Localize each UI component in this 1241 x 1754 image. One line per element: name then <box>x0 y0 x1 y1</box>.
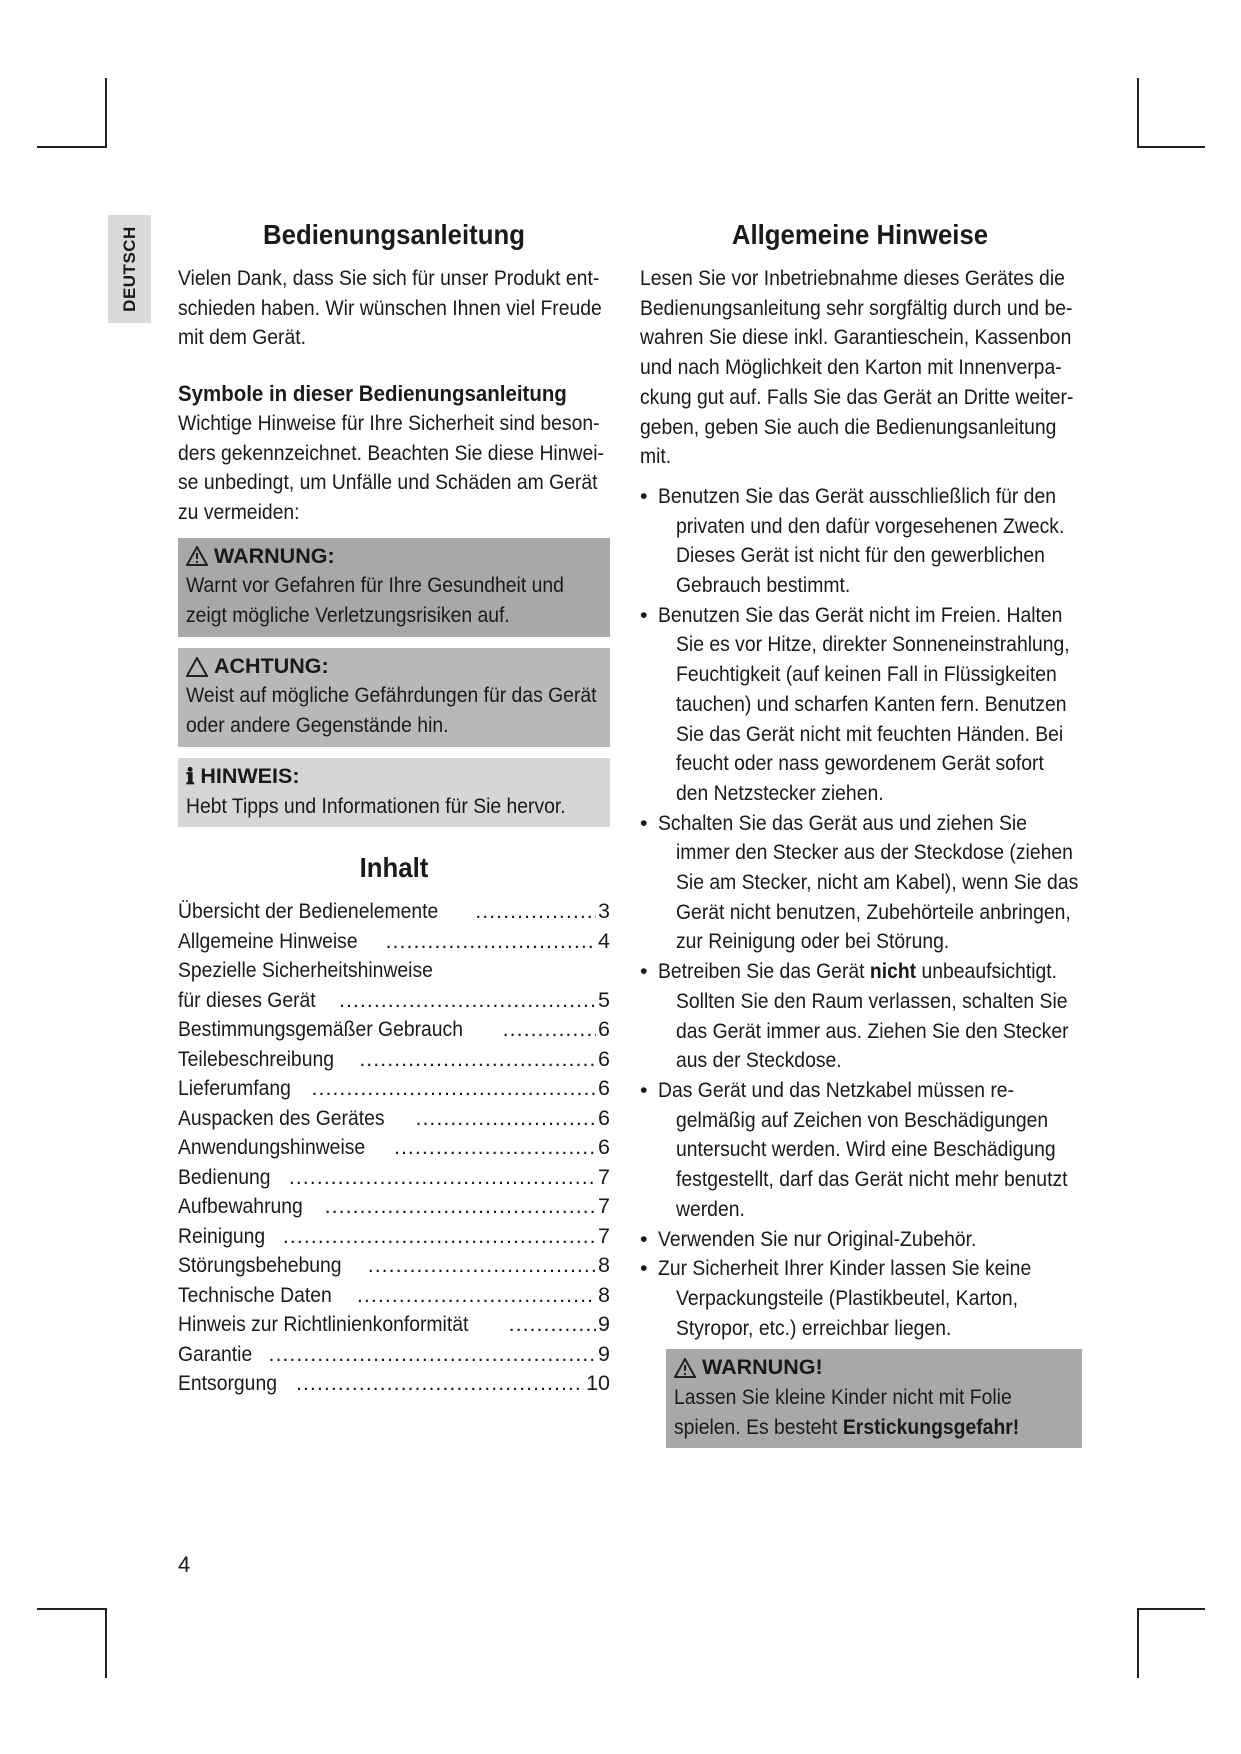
toc-entry: Reinigung ..... 7 <box>178 1222 610 1252</box>
crop-mark-tr-v <box>1137 78 1139 148</box>
hinweis-box: ℹ HINWEIS: Hebt Tipps und Informationen für Sie hervor. <box>178 758 610 827</box>
achtung-box: ACHTUNG: Weist auf mögliche Gefährdungen für das Gerät oder andere Gegenstände hin. <box>178 648 610 747</box>
general-notes-title: Allgemeine Hinweise <box>731 219 989 250</box>
crop-mark-tl-v <box>105 78 107 148</box>
toc-entry: Allgemeine Hinweise ..... 4 <box>178 927 610 957</box>
general-intro: Lesen Sie vor Inbetriebnahme dieses Gerätes die Bedienungsanleitung sehr sorgfältig durch und be- wahren Sie diese inkl. Garantieschein, Kassenbon und nach Möglichkeit den Karton mit Innenverpa- ckung gut auf. Falls Sie das Gerät an Dritte weiter- geben, geben Sie auch die Bedienungsanleitung mit. <box>640 266 1074 469</box>
symbols-text: Wichtige Hinweise für Ihre Sicherheit sind beson- ders gekennzeichnet. Beachten Sie diese Hinwei- se unbedingt, um Unfälle und Schäden am Gerät zu vermeiden: <box>178 410 604 524</box>
right-column <box>640 212 1080 1459</box>
manual-title: Bedienungsanleitung <box>263 219 525 250</box>
crop-mark-br-h <box>1137 1608 1205 1610</box>
safety-bullet-item: • Verwenden Sie nur Original-Zubehör. <box>640 1225 1080 1255</box>
toc-entry: Aufbewahrung ..... 7 <box>178 1192 610 1222</box>
safety-bullet-item: • Benutzen Sie das Gerät ausschließlich für den privaten und den dafür vorgesehenen Zweck. Dieses Gerät ist nicht für den gewerblichen Gebrauch bestimmt. <box>640 482 1080 601</box>
hinweis-title: HINWEIS: <box>200 763 300 788</box>
crop-mark-tr-h <box>1137 146 1205 148</box>
safety-bullet-item: • Schalten Sie das Gerät aus und ziehen Sie immer den Stecker aus der Steckdose (ziehen Sie am Stecker, nicht am Kabel), wenn Sie das Gerät nicht benutzen, Zubehörteile anbringen, zur Reinigung oder bei Störung. <box>640 809 1080 958</box>
safety-bullet-item: • Zur Sicherheit Ihrer Kinder lassen Sie keine Verpackungsteile (Plastikbeutel, Karton, Styropor, etc.) erreichbar liegen. <box>640 1254 1080 1343</box>
warning-triangle-icon <box>674 1358 696 1378</box>
toc-entry: Bestimmungsgemäßer Gebrauch ..... 6 <box>178 1015 610 1045</box>
toc-entry: Auspacken des Gerätes ..... 6 <box>178 1104 610 1134</box>
toc-entry: für dieses Gerät ..... 5 <box>178 986 610 1016</box>
toc-entry: Anwendungshinweise ..... 6 <box>178 1133 610 1163</box>
safety-bullet-list <box>640 482 1080 1343</box>
toc-entry: Teilebeschreibung ..... 6 <box>178 1045 610 1075</box>
safety-bullet-item: • Benutzen Sie das Gerät nicht im Freien. Halten Sie es vor Hitze, direkter Sonneneinstrahlung, Feuchtigkeit (auf keinen Fall in Flüssigkeiten tauchen) und scharfen Kanten fern. Benutzen Sie das Gerät nicht mit feuchten Händen. Bei feucht oder nass gewordenem Gerät sofort den Netzstecker ziehen. <box>640 601 1080 809</box>
language-tab <box>108 215 151 323</box>
crop-mark-bl-h <box>37 1608 107 1610</box>
toc-entry: Hinweis zur Richtlinienkonformität ..... 9 <box>178 1310 610 1340</box>
achtung-title: ACHTUNG: <box>214 653 329 678</box>
suffocation-warning-title: WARNUNG! <box>702 1355 823 1380</box>
warnung-box: WARNUNG: Warnt vor Gefahren für Ihre Gesundheit und zeigt mögliche Verletzungsrisiken auf. <box>178 538 610 637</box>
caution-triangle-icon <box>186 657 208 677</box>
toc-entry: Bedienung ..... 7 <box>178 1163 610 1193</box>
toc-entry: Übersicht der Bedienelemente ..... 3 <box>178 897 610 927</box>
safety-bullet-item: • Betreiben Sie das Gerät nicht unbeaufsichtigt. Sollten Sie den Raum verlassen, schalten Sie das Gerät immer aus. Ziehen Sie den Stecker aus der Steckdose. <box>640 957 1080 1076</box>
language-tab-label: DEUTSCH <box>119 226 139 312</box>
toc-entry: Garantie ..... 9 <box>178 1340 610 1370</box>
crop-mark-tl-h <box>37 146 107 148</box>
toc-entry: Technische Daten ..... 8 <box>178 1281 610 1311</box>
info-icon: ℹ <box>186 763 195 789</box>
crop-mark-bl-v <box>105 1608 107 1678</box>
symbols-heading: Symbole in dieser Bedienungsanleitung <box>178 381 567 407</box>
table-of-contents <box>178 897 610 1399</box>
warnung-title: WARNUNG: <box>214 543 335 568</box>
suffocation-warning-box: WARNUNG! Lassen Sie kleine Kinder nicht mit Folie spielen. Es besteht Erstickungsgefahr! <box>666 1349 1082 1448</box>
crop-mark-br-v <box>1137 1608 1139 1678</box>
toc-title: Inhalt <box>359 852 429 884</box>
toc-entry: Lieferumfang ..... 6 <box>178 1074 610 1104</box>
toc-entry: Spezielle Sicherheitshinweise <box>178 958 433 983</box>
toc-entry: Störungsbehebung ..... 8 <box>178 1251 610 1281</box>
left-column <box>178 212 610 1399</box>
page-number: 4 <box>178 1552 191 1577</box>
warning-triangle-icon <box>186 546 208 566</box>
toc-entry: Entsorgung ..... 10 <box>178 1369 610 1399</box>
safety-bullet-item: • Das Gerät und das Netzkabel müssen re- gelmäßig auf Zeichen von Beschädigungen untersucht werden. Wird eine Beschädigung festgestellt, darf das Gerät nicht mehr benutzt werden. <box>640 1076 1080 1225</box>
intro-text: Vielen Dank, dass Sie sich für unser Produkt ent- schieden haben. Wir wünschen Ihnen viel Freude mit dem Gerät. <box>178 266 602 350</box>
